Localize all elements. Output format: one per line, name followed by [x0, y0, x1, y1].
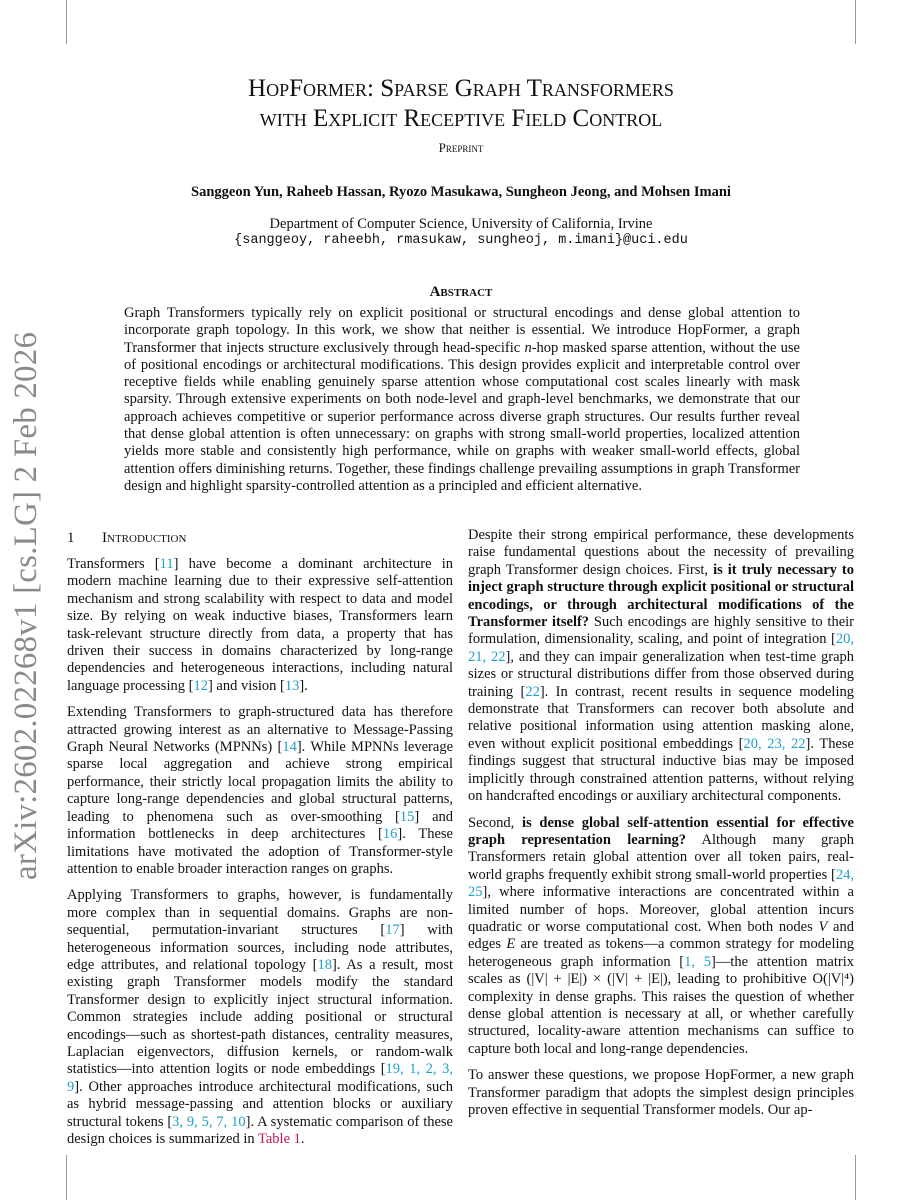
- citation-link[interactable]: 24, 25: [468, 866, 854, 901]
- citation-link[interactable]: 22: [525, 683, 540, 700]
- crop-mark-bottom-right: [855, 1155, 856, 1200]
- paper-title-line-1: HopFormer: Sparse Graph Transformers: [248, 75, 674, 102]
- arxiv-stamp: arXiv:2602.02268v1 [cs.LG] 2 Feb 2026: [8, 331, 44, 880]
- citation-link[interactable]: 1, 5: [684, 953, 711, 970]
- intro-paragraph-4: Despite their strong empirical performance, these developments raise fundamental questions about the necessity of prevailing graph Transformer design choices. First, is it truly necessary to inject graph structure through explicit positional or structural encodings, or through architectural modifications of the Transformer itself? Such encodings are highly sensitive to their formulation, dimensionality, scaling, and point of integration [20, 21, 22], and they can impair generalization when test-time graph sizes or structural distributions differ from those observed during training [22]. In contrast, recent results in sequence modeling demonstrate that Transformers can recover both absolute and relative positional information using attention masking alone, even without explicit positional embeddings [20, 23, 22]. These findings suggest that structural inductive bias may be imposed implicitly through constrained attention patterns, without relying on handcrafted encodings or auxiliary architectural components.: [468, 527, 855, 805]
- table-reference-link[interactable]: Table 1: [258, 1131, 301, 1147]
- affiliation: Department of Computer Science, University of California, Irvine: [269, 216, 653, 232]
- intro-paragraph-3: Applying Transformers to graphs, however, is fundamentally more complex than in sequential domains. Graphs are non-sequential, permutation-invariant structures [17] with heterogeneous information sources, including node attributes, edge attributes, and relational topology [18]. As a result, most existing graph Transformer models modify the standard Transformer design to explicitly inject structural information. Common strategies include adding positional or structural encodings—such as shortest-path distances, centrality measures, Laplacian eigenvectors, diffusion kernels, or random-walk statistics—into attention logits or node embeddings [19, 1, 2, 3, 9]. Other approaches introduce architectural modifications, such as hybrid message-passing and attention blocks or auxiliary structural tokens [3, 9, 5, 7, 10]. A systematic comparison of these design choices is summarized in Table 1.: [67, 887, 454, 1147]
- paper-title-line-2: with Explicit Receptive Field Control: [259, 105, 663, 132]
- intro-paragraph-5: Second, is dense global self-attention essential for effective graph representation learning? Although many graph Transformers retain global attention over all token pairs, real-world graphs frequently exhibit strong small-world properties [24, 25], where informative interactions are concentrated within a limited number of hops. Moreover, global attention incurs quadratic or worse computational cost. When both nodes V and edges E are treated as tokens—a common strategy for modeling heterogeneous graph information [1, 5]—the attention matrix scales as (|V| + |E|) × (|V| + |E|), leading to prohibitive O(|V|⁴) complexity in dense graphs. This raises the question of whether dense global attention is necessary at all, or whether carefully structured, locality-aware attention mechanisms can suffice to capture both local and long-range dependencies.: [468, 814, 854, 1057]
- citation-link[interactable]: 16: [382, 826, 398, 843]
- citation-link[interactable]: 18: [317, 956, 332, 973]
- citation-link[interactable]: 11: [159, 556, 174, 572]
- citation-link[interactable]: 12: [193, 677, 208, 694]
- citation-link[interactable]: 20, 23, 22: [743, 735, 806, 752]
- preprint-label: Preprint: [438, 140, 484, 155]
- abstract-heading: Abstract: [429, 284, 493, 300]
- intro-paragraph-6: To answer these questions, we propose HopFormer, a new graph Transformer paradigm that adopts the simplest design principles proven effective in sequential Transformer models. Our ap-: [468, 1067, 854, 1118]
- crop-mark-bottom-left: [66, 1155, 67, 1200]
- crop-mark-top-left: [66, 0, 67, 44]
- citation-link[interactable]: 3, 9, 5, 7, 10: [172, 1113, 246, 1130]
- citation-link[interactable]: 19, 1, 2, 3, 9: [67, 1061, 454, 1095]
- citation-link[interactable]: 14: [282, 739, 297, 756]
- author-list: Sanggeon Yun, Raheeb Hassan, Ryozo Masukawa, Sungheon Jeong, and Mohsen Imani: [191, 184, 731, 200]
- citation-link[interactable]: 17: [385, 922, 400, 939]
- intro-paragraph-1: Transformers [11] have become a dominant architecture in modern machine learning due to their expressive self-attention mechanism and strong scalability with respect to data and model size. By relying on weak inductive biases, Transformers learn task-relevant structure directly from data, a property that has driven their success in domains characterized by long-range dependencies and heterogeneous interactions, including natural language processing [12] and vision [13].: [67, 556, 453, 694]
- citation-link[interactable]: 20, 21, 22: [468, 631, 854, 665]
- citation-link[interactable]: 13: [284, 677, 300, 694]
- citation-link[interactable]: 15: [399, 808, 415, 825]
- author-emails: {sanggeoy, raheebh, rmasukaw, sungheoj, m.imani}@uci.edu: [234, 233, 688, 248]
- right-column: [468, 527, 854, 1128]
- intro-paragraph-2: Extending Transformers to graph-structured data has therefore attracted growing interest as an alternative to Message-Passing Graph Neural Networks (MPNNs) [14]. While MPNNs leverage sparse local aggregation and achieve strong empirical performance, their strictly local propagation limits the ability to capture long-range dependencies and global structural patterns, leading to phenomena such as over-smoothing [15] and information bottlenecks in deep architectures [16]. These limitations have motivated the adoption of Transformer-style attention to enable broader interaction ranges on graphs.: [67, 704, 454, 877]
- crop-mark-top-right: [855, 0, 856, 44]
- left-column: [67, 556, 453, 1157]
- abstract-body: Graph Transformers typically rely on explicit positional or structural encodings and dense global attention to incorporate graph topology. In this work, we show that neither is essential. We introduce HopFormer, a graph Transformer that injects structure exclusively through head-specific n-hop masked sparse attention, without the use of positional encodings or architectural modifications. This design provides explicit and interpretable control over receptive fields while enabling genuinely sparse attention whose computational cost scales linearly with mask sparsity. Through extensive experiments on both node-level and graph-level benchmarks, we demonstrate that our approach achieves competitive or superior performance across diverse graph structures. Our results further reveal that dense global attention is often unnecessary: on graphs with strong small-world properties, localized attention yields more stable and consistently high performance, while on graphs with weaker small-world effects, global attention offers diminishing returns. Together, these findings challenge prevailing assumptions in graph Transformer design and highlight sparsity-controlled attention as a principled and efficient alternative.: [124, 305, 800, 494]
- section-heading-introduction: 1 Introduction: [67, 530, 187, 546]
